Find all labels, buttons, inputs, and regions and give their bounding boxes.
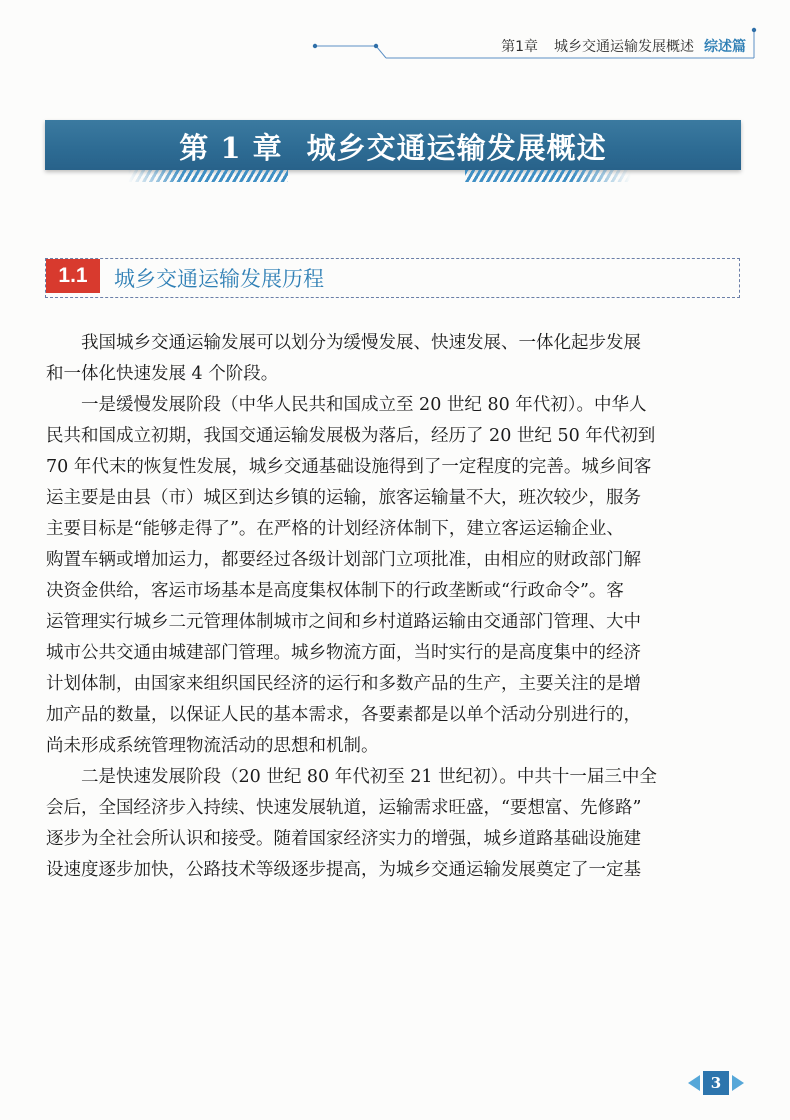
body-line: 一是缓慢发展阶段（中华人民共和国成立至 20 世纪 80 年代初）。中华人 [46, 395, 647, 415]
banner-stripe-left [128, 170, 288, 182]
header-decorative-rule [0, 0, 790, 70]
body-line: 会后，全国经济步入持续、快速发展轨道，运输需求旺盛，“要想富、先修路” [46, 798, 642, 818]
body-line: 加产品的数量，以保证人民的基本需求，各要素都是以单个活动分别进行的， [46, 705, 641, 725]
body-line: 逐步为全社会所认识和接受。随着国家经济实力的增强，城乡道路基础设施建 [46, 829, 641, 849]
page-navigator [688, 1070, 748, 1096]
body-line: 主要目标是“能够走得了”。在严格的计划经济体制下，建立客运运输企业、 [46, 519, 624, 539]
body-line: 二是快速发展阶段（20 世纪 80 年代初至 21 世纪初）。中共十一届三中全 [46, 767, 657, 787]
body-line: 尚未形成系统管理物流活动的思想和机制。 [46, 736, 379, 756]
body-line: 民共和国成立初期，我国交通运输发展极为落后，经历了 20 世纪 50 年代初到 [46, 426, 656, 446]
body-line: 购置车辆或增加运力，都要经过各级计划部门立项批准，由相应的财政部门解 [46, 550, 641, 570]
banner-stripe-right [465, 170, 631, 182]
chapter-banner [45, 120, 741, 170]
header-chapter-number: 第1章 [501, 39, 538, 55]
body-line: 和一体化快速发展 4 个阶段。 [46, 364, 279, 384]
body-text [46, 328, 746, 886]
body-line: 运管理实行城乡二元管理体制城市之间和乡村道路运输由交通部门管理、大中 [46, 612, 641, 632]
body-line: 我国城乡交通运输发展可以划分为缓慢发展、快速发展、一体化起步发展 [46, 333, 641, 353]
body-line: 设速度逐步加快，公路技术等级逐步提高，为城乡交通运输发展奠定了一定基 [46, 860, 641, 880]
chapter-number: 第 1 章 [179, 131, 283, 165]
page-number: 3 [703, 1071, 729, 1095]
chapter-heading [45, 126, 741, 167]
section-heading-box [45, 258, 740, 298]
chapter-title: 城乡交通运输发展概述 [306, 131, 607, 165]
previous-page-arrow-icon[interactable] [688, 1075, 700, 1091]
body-line: 70 年代末的恢复性发展，城乡交通基础设施得到了一定程度的完善。城乡间客 [46, 457, 652, 477]
next-page-arrow-icon[interactable] [732, 1075, 744, 1091]
body-line: 计划体制，由国家来组织国民经济的运行和多数产品的生产，主要关注的是增 [46, 674, 641, 694]
header-section-tag: 综述篇 [704, 39, 746, 55]
running-header-text [501, 36, 746, 56]
header-chapter-name: 城乡交通运输发展概述 [554, 39, 694, 55]
body-line: 运主要是由县（市）城区到达乡镇的运输，旅客运输量不大，班次较少，服务 [46, 488, 641, 508]
running-header [0, 0, 790, 70]
body-line: 城市公共交通由城建部门管理。城乡物流方面，当时实行的是高度集中的经济 [46, 643, 641, 663]
section-number-badge: 1.1 [46, 259, 100, 293]
section-title: 城乡交通运输发展历程 [114, 267, 324, 291]
body-line: 决资金供给，客运市场基本是高度集权体制下的行政垄断或“行政命令”。客 [46, 581, 624, 601]
